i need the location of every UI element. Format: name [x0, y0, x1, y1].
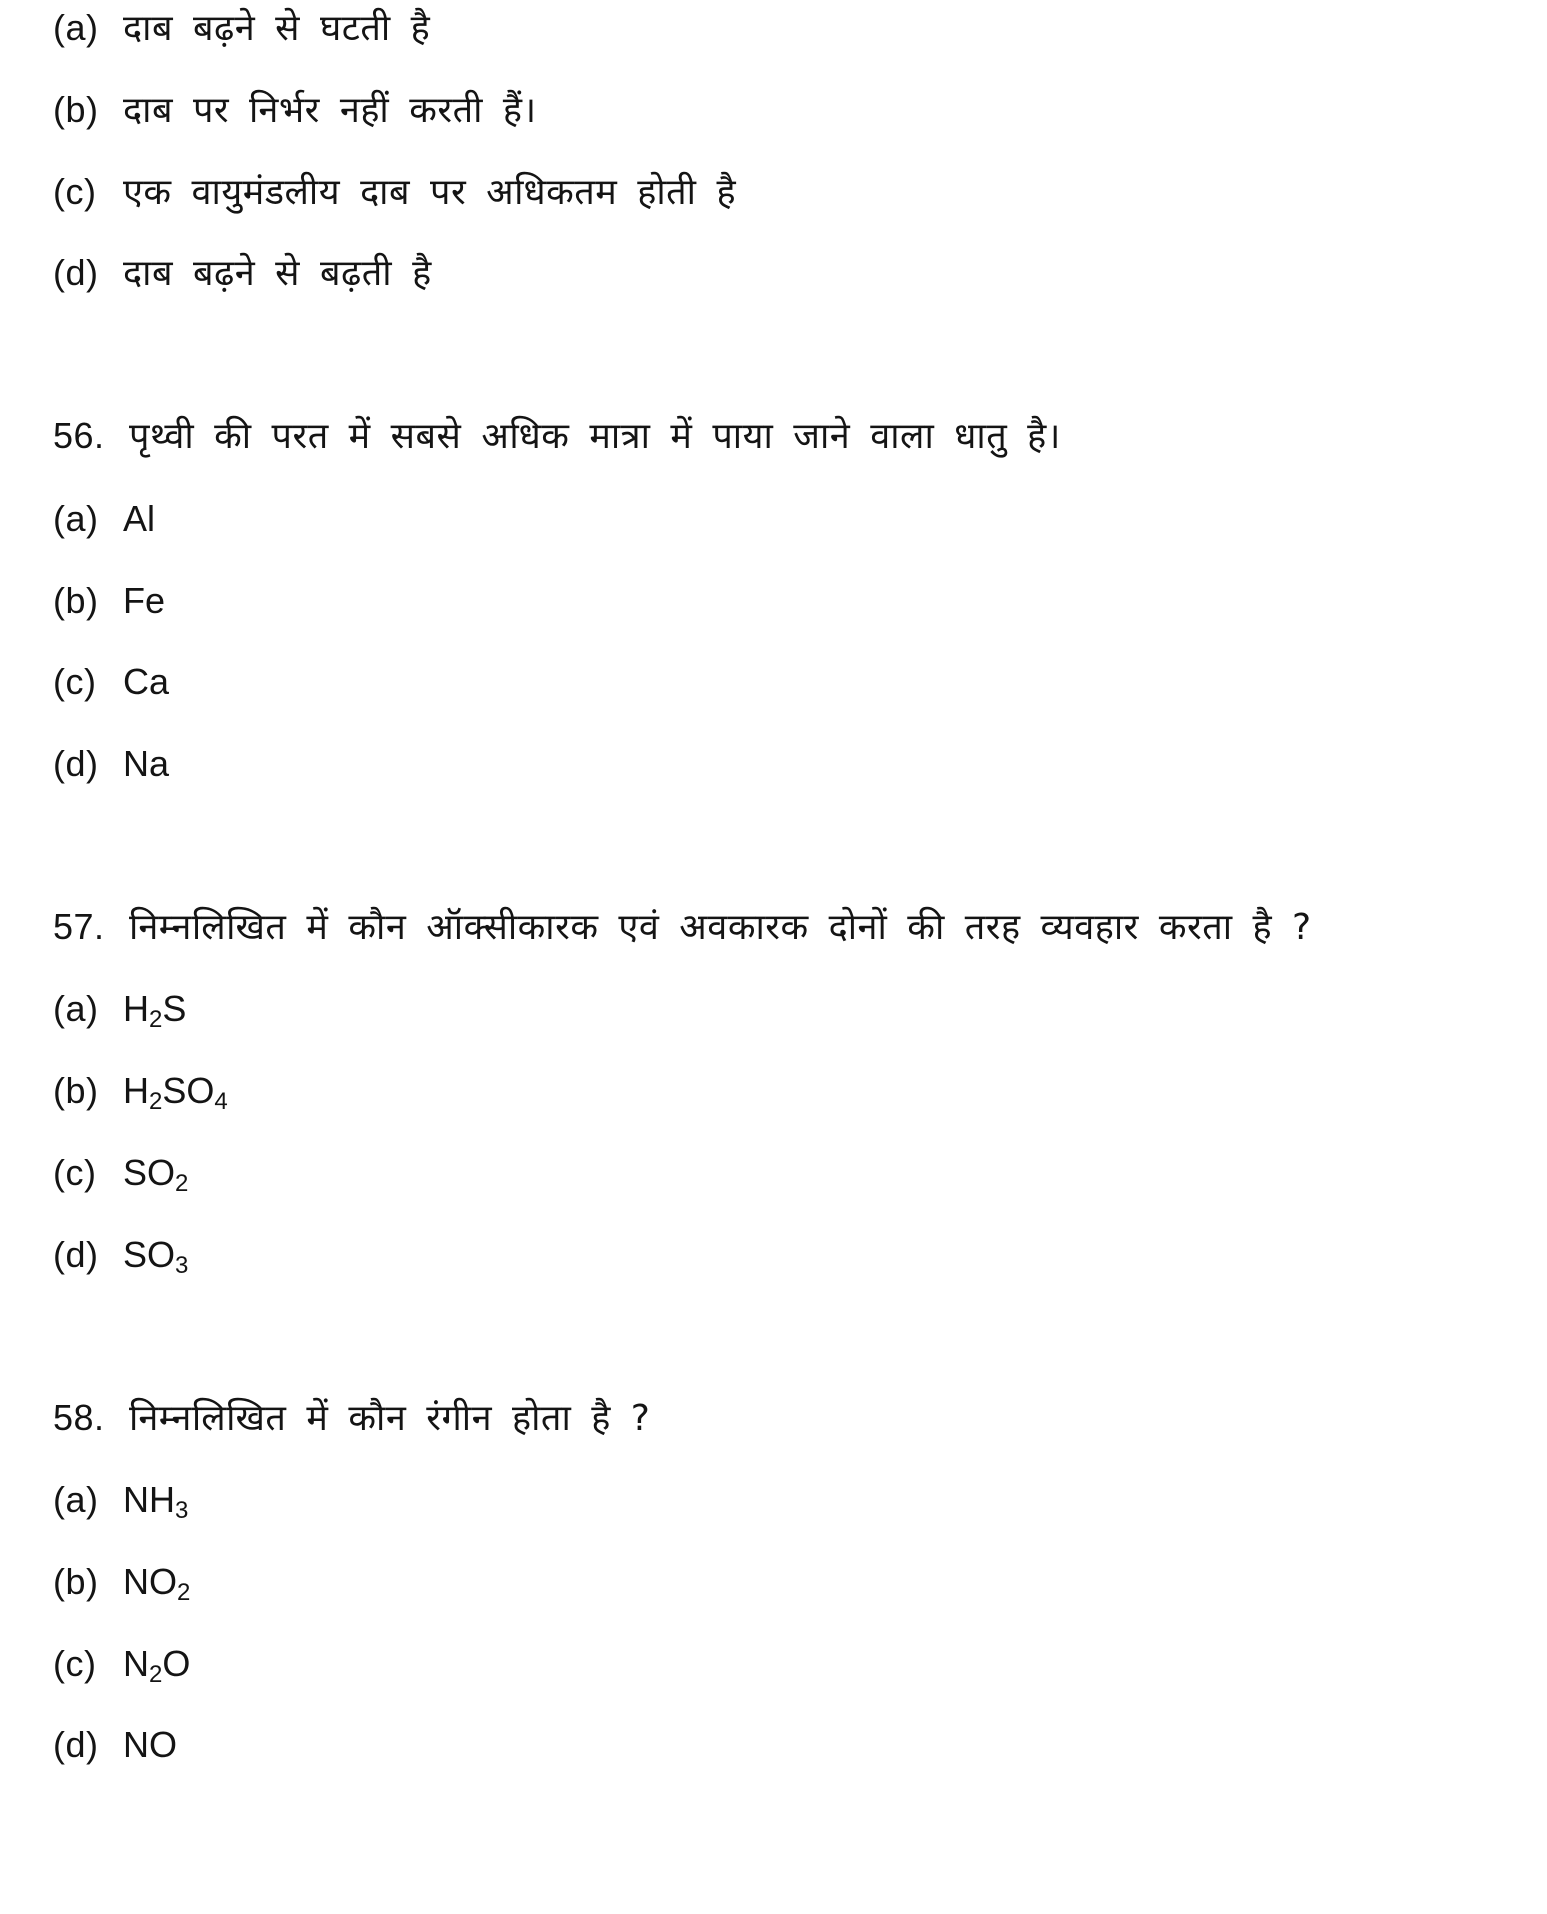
- option-label: (b): [53, 89, 99, 130]
- q57-option-b: [53, 1067, 228, 1116]
- option-label: (d): [53, 1724, 99, 1765]
- option-label: (a): [53, 988, 99, 1029]
- chemical-formula: $SO_2$: [123, 1152, 189, 1197]
- option-text: एक वायुमंडलीय दाब पर अधिकतम होती है: [123, 172, 737, 213]
- option-text: Ca: [123, 661, 170, 702]
- prev-option-b: [53, 86, 537, 135]
- option-text: Al: [123, 498, 156, 539]
- chemical-formula: $N_2O$: [123, 1643, 191, 1688]
- option-label: (d): [53, 743, 99, 784]
- option-text: दाब पर निर्भर नहीं करती हैं।: [123, 90, 537, 131]
- prev-option-d: [53, 249, 432, 298]
- question-text: पृथ्वी की परत में सबसे अधिक मात्रा में पाया जाने वाला धातु है।: [129, 416, 1061, 457]
- q56-option-b: [53, 577, 165, 626]
- option-label: (b): [53, 1561, 99, 1602]
- option-label: (a): [53, 498, 99, 539]
- option-label: (b): [53, 580, 99, 621]
- option-label: (c): [53, 661, 97, 702]
- question-number: 57.: [53, 906, 105, 947]
- q57-option-a: [53, 985, 186, 1034]
- option-label: (c): [53, 1643, 97, 1684]
- q56-option-c: [53, 658, 169, 707]
- chemical-formula: NO: [123, 1724, 177, 1765]
- chemical-formula: $H_2SO_4$: [123, 1070, 228, 1115]
- q57-option-c: [53, 1149, 188, 1198]
- option-label: (c): [53, 171, 97, 212]
- q58-option-d: [53, 1721, 177, 1770]
- question-number: 56.: [53, 415, 105, 456]
- q58-option-c: [53, 1640, 190, 1689]
- prev-option-a: [53, 4, 430, 53]
- question-number: 58.: [53, 1397, 105, 1438]
- option-label: (a): [53, 1479, 99, 1520]
- question-text: निम्नलिखित में कौन रंगीन होता है ?: [129, 1398, 651, 1439]
- chemical-formula: $H_2S$: [123, 988, 187, 1033]
- q57-option-d: [53, 1231, 188, 1280]
- option-label: (d): [53, 252, 99, 293]
- q56-option-a: [53, 495, 155, 544]
- option-text: Fe: [123, 580, 166, 621]
- prev-option-c: [53, 168, 736, 217]
- chemical-formula: $NH_3$: [123, 1479, 189, 1524]
- q58-option-b: [53, 1558, 190, 1607]
- option-label: (b): [53, 1070, 99, 1111]
- chemical-formula: $NO_2$: [123, 1561, 191, 1606]
- option-text: दाब बढ़ने से बढ़ती है: [123, 253, 432, 294]
- q56-option-d: [53, 740, 169, 789]
- option-text: दाब बढ़ने से घटती है: [123, 8, 431, 49]
- question-58: [53, 1394, 650, 1443]
- q58-option-a: [53, 1476, 188, 1525]
- option-text: Na: [123, 743, 170, 784]
- chemical-formula: $SO_3$: [123, 1234, 189, 1279]
- option-label: (a): [53, 7, 99, 48]
- question-text: निम्नलिखित में कौन ऑक्सीकारक एवं अवकारक दोनों की तरह व्यवहार करता है ?: [129, 907, 1312, 948]
- option-label: (d): [53, 1234, 99, 1275]
- question-56: [53, 412, 1061, 461]
- option-label: (c): [53, 1152, 97, 1193]
- question-57: [53, 903, 1312, 952]
